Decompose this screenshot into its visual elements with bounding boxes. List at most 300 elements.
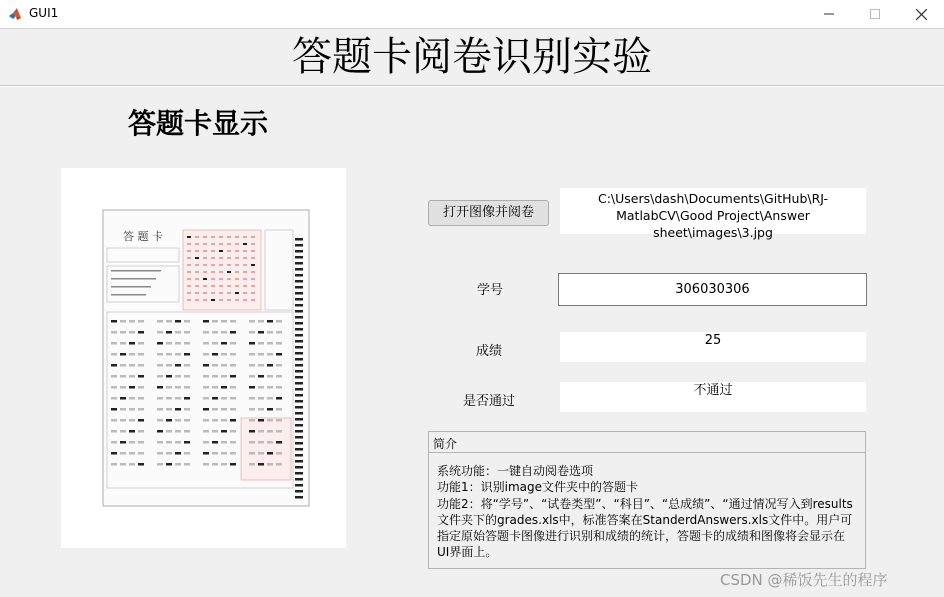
- sheet-mark: [111, 294, 146, 296]
- sheet-mark: [187, 285, 191, 287]
- answer-sheet-heading: 答题卡显示: [128, 107, 269, 140]
- sheet-mark: [120, 342, 126, 345]
- header-panel: [0, 29, 944, 86]
- sheet-mark: [157, 408, 163, 411]
- sheet-mark: [235, 292, 239, 294]
- sheet-mark: [157, 463, 163, 466]
- sheet-mark: [243, 257, 247, 259]
- sheet-mark: [203, 386, 209, 389]
- sheet-mark: [227, 299, 231, 301]
- maximize-icon: [870, 9, 880, 19]
- sheet-mark: [184, 441, 190, 444]
- sheet-mark: [230, 375, 236, 378]
- sheet-mark: [249, 397, 255, 400]
- sheet-mark: [251, 271, 255, 273]
- sheet-mark: [175, 397, 181, 400]
- sheet-mark: [276, 320, 282, 323]
- sheet-mark: [166, 320, 172, 323]
- sheet-mark: [138, 397, 144, 400]
- sheet-mark: [235, 264, 239, 266]
- sheet-mark: [187, 271, 191, 273]
- sheet-mark: [166, 342, 172, 345]
- sheet-mark: [295, 334, 303, 337]
- sheet-mark: [219, 292, 223, 294]
- sheet-mark: [138, 375, 144, 378]
- sheet-mark: [267, 353, 273, 356]
- sheet-mark: [184, 320, 190, 323]
- sheet-mark: [138, 386, 144, 389]
- sheet-mark: [230, 386, 236, 389]
- sheet-mark: [203, 364, 209, 367]
- sheet-mark: [111, 463, 117, 466]
- sheet-mark: [129, 364, 135, 367]
- sheet-mark: [211, 271, 215, 273]
- sheet-mark: [212, 320, 218, 323]
- sheet-mark: [251, 257, 255, 259]
- sheet-mark: [295, 442, 303, 445]
- sheet-mark: [111, 364, 117, 367]
- sheet-mark: [157, 441, 163, 444]
- answer-sheet-title: 答 题 卡: [123, 230, 163, 243]
- sheet-mark: [195, 264, 199, 266]
- sheet-mark: [129, 408, 135, 411]
- sheet-mark: [212, 441, 218, 444]
- sheet-mark: [175, 430, 181, 433]
- sheet-mark: [219, 243, 223, 245]
- sheet-mark: [249, 353, 255, 356]
- sheet-mark: [203, 353, 209, 356]
- sheet-mark: [219, 271, 223, 273]
- sheet-mark: [230, 441, 236, 444]
- sheet-mark: [227, 292, 231, 294]
- sheet-mark: [212, 408, 218, 411]
- sheet-mark: [230, 353, 236, 356]
- sheet-mark: [203, 299, 207, 301]
- sheet-mark: [187, 236, 191, 238]
- sheet-mark: [243, 250, 247, 252]
- sheet-mark: [221, 441, 227, 444]
- sheet-mark: [221, 375, 227, 378]
- close-icon: [916, 9, 927, 20]
- sheet-mark: [276, 342, 282, 345]
- sheet-mark: [203, 452, 209, 455]
- sheet-mark: [295, 340, 303, 343]
- sheet-mark: [195, 299, 199, 301]
- sheet-mark: [249, 386, 255, 389]
- sheet-mark: [267, 386, 273, 389]
- sheet-mark: [258, 430, 264, 433]
- sheet-mark: [221, 452, 227, 455]
- sheet-mark: [157, 419, 163, 422]
- sheet-mark: [267, 430, 273, 433]
- sheet-mark: [258, 331, 264, 334]
- sheet-mark: [267, 331, 273, 334]
- sheet-mark: [166, 419, 172, 422]
- sheet-mark: [129, 331, 135, 334]
- sheet-mark: [258, 386, 264, 389]
- sheet-mark: [166, 441, 172, 444]
- sheet-mark: [138, 342, 144, 345]
- sheet-mark: [111, 386, 117, 389]
- sheet-mark: [295, 484, 303, 487]
- sheet-mark: [120, 430, 126, 433]
- sheet-mark: [138, 331, 144, 334]
- sheet-mark: [187, 278, 191, 280]
- sheet-mark: [203, 463, 209, 466]
- sheet-mark: [195, 250, 199, 252]
- sheet-mark: [219, 285, 223, 287]
- minimize-button[interactable]: [806, 0, 852, 28]
- sheet-mark: [258, 320, 264, 323]
- sheet-mark: [184, 364, 190, 367]
- sheet-mark: [295, 430, 303, 433]
- sheet-mark: [235, 299, 239, 301]
- sheet-mark: [211, 236, 215, 238]
- sheet-mark: [243, 264, 247, 266]
- sheet-mark: [230, 419, 236, 422]
- sheet-mark: [166, 353, 172, 356]
- sheet-mark: [243, 243, 247, 245]
- sheet-mark: [120, 419, 126, 422]
- sheet-mark: [203, 320, 209, 323]
- sheet-mark: [276, 386, 282, 389]
- sheet-mark: [187, 250, 191, 252]
- sheet-mark: [175, 342, 181, 345]
- sheet-mark: [138, 463, 144, 466]
- sheet-mark: [276, 408, 282, 411]
- sheet-mark: [249, 419, 255, 422]
- sheet-mark: [111, 441, 117, 444]
- sheet-mark: [235, 236, 239, 238]
- sheet-mark: [111, 408, 117, 411]
- sheet-mark: [211, 285, 215, 287]
- sheet-mark: [157, 397, 163, 400]
- sheet-mark: [230, 342, 236, 345]
- student-id-label: 学号: [477, 283, 504, 298]
- sheet-mark: [203, 257, 207, 259]
- sheet-mark: [295, 424, 303, 427]
- matlab-icon: [8, 7, 22, 21]
- sheet-mark: [295, 406, 303, 409]
- sheet-mark: [195, 271, 199, 273]
- sheet-mark: [212, 463, 218, 466]
- sheet-mark: [258, 364, 264, 367]
- sheet-mark: [184, 353, 190, 356]
- sheet-mark: [258, 441, 264, 444]
- sheet-mark: [175, 375, 181, 378]
- sheet-mark: [267, 375, 273, 378]
- sheet-mark: [235, 243, 239, 245]
- sheet-mark: [276, 463, 282, 466]
- answer-sheet-image: [101, 208, 311, 508]
- sheet-mark: [258, 452, 264, 455]
- sheet-mark: [249, 430, 255, 433]
- sheet-mark: [276, 452, 282, 455]
- sheet-mark: [295, 376, 303, 379]
- sheet-mark: [295, 364, 303, 367]
- sheet-mark: [258, 463, 264, 466]
- sheet-mark: [120, 386, 126, 389]
- sheet-mark: [267, 397, 273, 400]
- sheet-mark: [212, 342, 218, 345]
- intro-text: 系统功能：一键自动阅卷选项 功能1：识别image文件夹中的答题卡 功能2：将“学号”、“试卷类型”、“科目”、“总成绩”、“通过情况写入到results文件夹下的grades.xls中，标准答案在StanderdAnswers.xls文件中。用户可指定原始答题卡图像进行识别和成绩的统计，答题卡的成绩和图像将会显示在UI界面上。: [437, 464, 853, 560]
- sheet-mark: [230, 331, 236, 334]
- sheet-mark: [251, 285, 255, 287]
- sheet-mark: [120, 408, 126, 411]
- sheet-mark: [276, 419, 282, 422]
- sheet-mark: [157, 331, 163, 334]
- sheet-mark: [111, 452, 117, 455]
- sheet-mark: [184, 397, 190, 400]
- sheet-mark: [267, 419, 273, 422]
- sheet-mark: [212, 386, 218, 389]
- sheet-mark: [187, 292, 191, 294]
- page-title: 答题卡阅卷识别实验: [292, 34, 652, 80]
- sheet-mark: [230, 320, 236, 323]
- sheet-mark: [295, 472, 303, 475]
- sheet-mark: [258, 353, 264, 356]
- sheet-mark: [212, 353, 218, 356]
- sheet-mark: [187, 264, 191, 266]
- sheet-mark: [157, 386, 163, 389]
- sheet-mark: [295, 238, 303, 241]
- sheet-mark: [249, 441, 255, 444]
- sheet-mark: [175, 320, 181, 323]
- sheet-mark: [249, 408, 255, 411]
- sheet-mark: [203, 250, 207, 252]
- sheet-mark: [120, 463, 126, 466]
- sheet-mark: [276, 375, 282, 378]
- sheet-mark: [276, 353, 282, 356]
- sheet-mark: [166, 364, 172, 367]
- sheet-mark: [157, 320, 163, 323]
- sheet-mark: [184, 342, 190, 345]
- sheet-mark: [267, 320, 273, 323]
- sheet-mark: [230, 397, 236, 400]
- sheet-mark: [111, 278, 156, 280]
- intro-panel: [428, 431, 866, 569]
- sheet-mark: [166, 386, 172, 389]
- sheet-mark: [175, 331, 181, 334]
- sheet-mark: [211, 278, 215, 280]
- sheet-mark: [295, 310, 303, 313]
- sheet-mark: [187, 257, 191, 259]
- window-title: GUI1: [29, 6, 59, 20]
- sheet-mark: [111, 270, 161, 272]
- sheet-mark: [295, 268, 303, 271]
- sheet-mark: [211, 250, 215, 252]
- sheet-mark: [175, 452, 181, 455]
- sheet-mark: [203, 397, 209, 400]
- sheet-mark: [276, 441, 282, 444]
- sheet-mark: [295, 256, 303, 259]
- sheet-mark: [227, 236, 231, 238]
- sheet-mark: [129, 452, 135, 455]
- sheet-mark: [111, 375, 117, 378]
- sheet-mark: [203, 285, 207, 287]
- sheet-mark: [221, 386, 227, 389]
- sheet-mark: [157, 342, 163, 345]
- sheet-mark: [203, 419, 209, 422]
- sheet-mark: [221, 408, 227, 411]
- student-id-field[interactable]: 306030306: [558, 273, 867, 306]
- sheet-mark: [184, 375, 190, 378]
- sheet-mark: [227, 285, 231, 287]
- answer-sheet-image-axes: [61, 168, 346, 548]
- sheet-mark: [203, 408, 209, 411]
- sheet-mark: [219, 264, 223, 266]
- sheet-mark: [175, 441, 181, 444]
- sheet-mark: [295, 304, 303, 307]
- sheet-mark: [203, 236, 207, 238]
- sheet-mark: [195, 292, 199, 294]
- sheet-mark: [295, 250, 303, 253]
- sheet-mark: [235, 257, 239, 259]
- sheet-mark: [203, 375, 209, 378]
- sheet-mark: [295, 382, 303, 385]
- sheet-mark: [212, 397, 218, 400]
- sheet-mark: [227, 257, 231, 259]
- sheet-mark: [129, 441, 135, 444]
- minimize-icon: [824, 9, 834, 19]
- sheet-mark: [111, 286, 151, 288]
- sheet-mark: [184, 331, 190, 334]
- sheet-mark: [243, 285, 247, 287]
- sheet-mark: [138, 364, 144, 367]
- sheet-mark: [184, 386, 190, 389]
- sheet-mark: [249, 320, 255, 323]
- sheet-mark: [230, 408, 236, 411]
- sheet-mark: [230, 452, 236, 455]
- sheet-mark: [243, 236, 247, 238]
- sheet-mark: [243, 299, 247, 301]
- sheet-mark: [129, 342, 135, 345]
- sheet-mark: [195, 285, 199, 287]
- sheet-mark: [111, 430, 117, 433]
- sheet-mark: [211, 292, 215, 294]
- sheet-mark: [111, 419, 117, 422]
- sheet-mark: [221, 320, 227, 323]
- sheet-mark: [203, 441, 209, 444]
- sheet-mark: [295, 322, 303, 325]
- sheet-mark: [211, 243, 215, 245]
- sheet-mark: [111, 342, 117, 345]
- sheet-mark: [157, 452, 163, 455]
- sheet-mark: [219, 299, 223, 301]
- sheet-mark: [295, 496, 303, 499]
- sheet-mark: [295, 454, 303, 457]
- sheet-mark: [129, 419, 135, 422]
- sheet-mark: [219, 257, 223, 259]
- sheet-mark: [267, 452, 273, 455]
- sheet-mark: [230, 364, 236, 367]
- sheet-mark: [175, 364, 181, 367]
- sheet-mark: [219, 278, 223, 280]
- sheet-mark: [295, 292, 303, 295]
- sheet-mark: [235, 271, 239, 273]
- sheet-mark: [195, 243, 199, 245]
- sheet-mark: [258, 342, 264, 345]
- sheet-mark: [111, 331, 117, 334]
- sheet-mark: [195, 278, 199, 280]
- sheet-mark: [258, 408, 264, 411]
- open-image-and-grade-button[interactable]: 打开图像并阅卷: [428, 200, 549, 226]
- sheet-mark: [120, 452, 126, 455]
- sheet-mark: [166, 375, 172, 378]
- sheet-mark: [295, 466, 303, 469]
- sheet-mark: [267, 408, 273, 411]
- sheet-mark: [295, 352, 303, 355]
- sheet-mark: [295, 412, 303, 415]
- sheet-mark: [184, 408, 190, 411]
- sheet-mark: [212, 430, 218, 433]
- pass-status-label: 是否通过: [463, 394, 516, 409]
- sheet-mark: [221, 397, 227, 400]
- sheet-mark: [243, 271, 247, 273]
- sheet-mark: [295, 286, 303, 289]
- close-button[interactable]: [898, 0, 944, 28]
- sheet-mark: [175, 353, 181, 356]
- sheet-mark: [295, 316, 303, 319]
- sheet-mark: [295, 394, 303, 397]
- sheet-mark: [129, 386, 135, 389]
- sheet-mark: [195, 257, 199, 259]
- sheet-mark: [129, 397, 135, 400]
- sheet-mark: [295, 358, 303, 361]
- sheet-mark: [295, 460, 303, 463]
- sheet-mark: [295, 244, 303, 247]
- sheet-mark: [203, 271, 207, 273]
- sheet-mark: [166, 408, 172, 411]
- sheet-mark: [230, 463, 236, 466]
- sheet-mark: [138, 430, 144, 433]
- sheet-mark: [175, 463, 181, 466]
- sheet-mark: [235, 278, 239, 280]
- watermark: CSDN @稀饭先生的程序: [720, 571, 888, 589]
- sheet-mark: [111, 397, 117, 400]
- sheet-mark: [295, 328, 303, 331]
- sheet-mark: [251, 278, 255, 280]
- sheet-mark: [212, 375, 218, 378]
- sheet-mark: [258, 419, 264, 422]
- sheet-mark: [295, 418, 303, 421]
- sheet-mark: [276, 430, 282, 433]
- sheet-mark: [212, 364, 218, 367]
- sheet-mark: [295, 370, 303, 373]
- sheet-mark: [251, 299, 255, 301]
- sheet-mark: [120, 375, 126, 378]
- sheet-mark: [157, 375, 163, 378]
- sheet-mark: [221, 463, 227, 466]
- sheet-mark: [249, 364, 255, 367]
- sheet-mark: [195, 236, 199, 238]
- sheet-mark: [221, 342, 227, 345]
- sheet-mark: [251, 236, 255, 238]
- sheet-mark: [227, 278, 231, 280]
- maximize-button[interactable]: [852, 0, 898, 28]
- sheet-mark: [219, 250, 223, 252]
- sheet-mark: [221, 353, 227, 356]
- sheet-mark: [120, 353, 126, 356]
- sheet-mark: [120, 441, 126, 444]
- sheet-mark: [138, 452, 144, 455]
- sheet-mark: [249, 331, 255, 334]
- sheet-mark: [251, 250, 255, 252]
- sheet-mark: [166, 452, 172, 455]
- sheet-mark: [120, 364, 126, 367]
- sheet-mark: [203, 331, 209, 334]
- sheet-mark: [187, 243, 191, 245]
